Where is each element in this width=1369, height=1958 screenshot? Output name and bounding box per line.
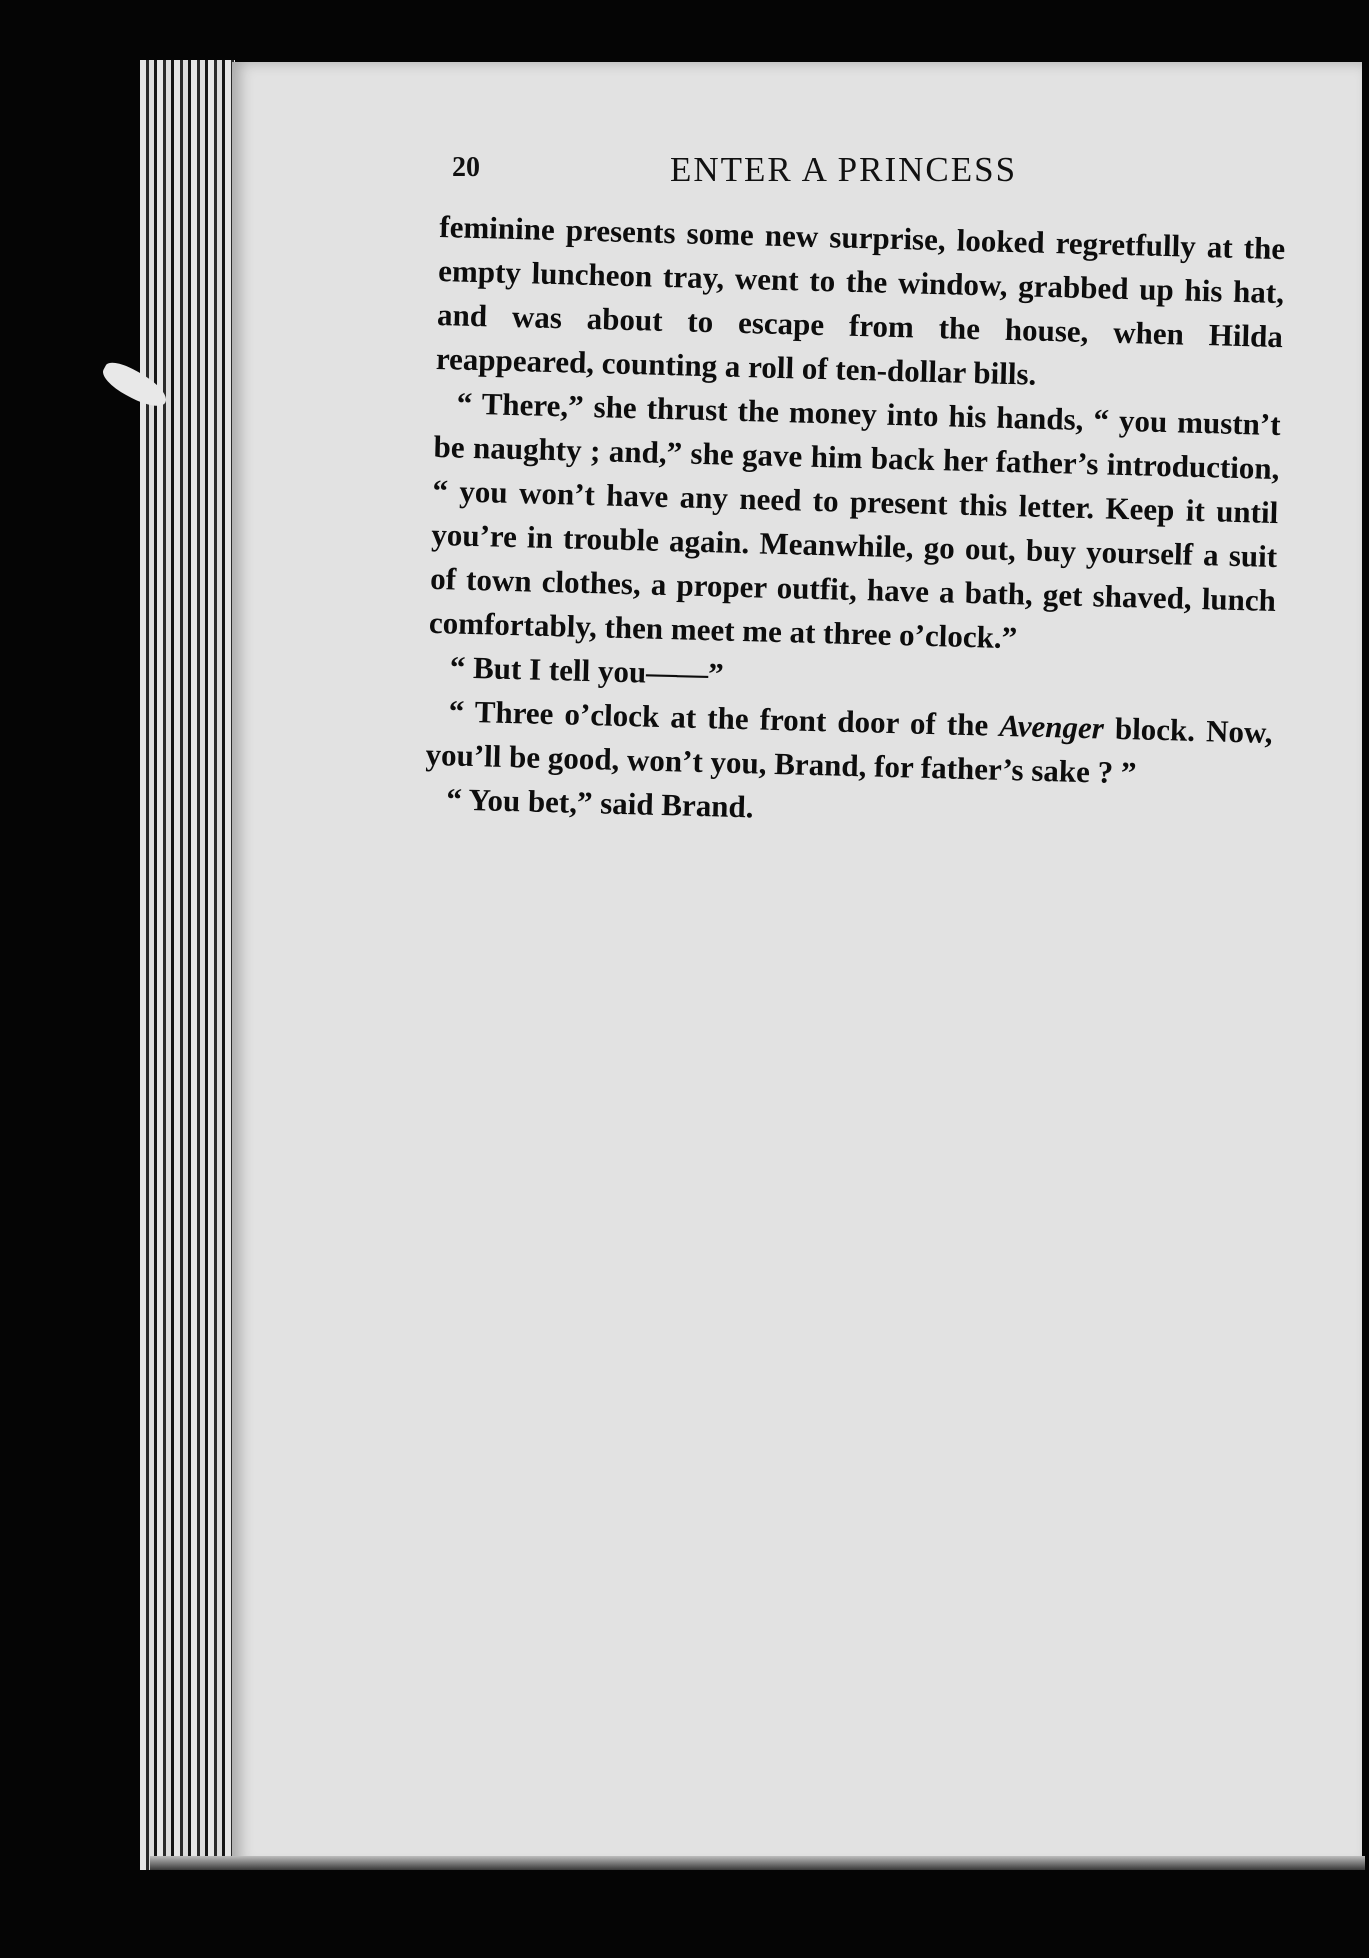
italic-title: Avenger	[998, 707, 1105, 746]
paragraph: feminine presents some new surprise, looked regretfully at the empty luncheon tray, went to the window, grabbed up his hat, and was about to escape from the house, when Hilda reappeared, counting a roll of ten-dollar bills.	[435, 208, 1286, 392]
paragraph-text: block. Now, you’ll be good, won’t you, Brand, for father’s sake ? ”	[425, 710, 1273, 791]
paragraph-text: “ Three o’clock at the front door of the	[448, 693, 1000, 743]
paragraph: “ There,” she thrust the money into his hands, “ you mustn’t be naughty ; and,” she gave him back her father’s introduction, “ you won’t have any need to present this letter. Keep it until you’re in trouble again. Meanwhile, go out, buy yourself a suit of town clothes, a proper outfit, have a bath, get shaved, lunch comfortably, then meet me at three o’clock.”	[428, 385, 1281, 656]
paragraph: “ But I tell you——”	[449, 649, 725, 692]
page-header	[452, 150, 1072, 190]
paragraph: “ You bet,” said Brand.	[445, 781, 755, 825]
page-bottom-edge	[150, 1856, 1365, 1870]
page-edge-stack	[140, 60, 235, 1870]
running-head: ENTER A PRINCESS	[670, 150, 1018, 189]
body-text	[424, 205, 1286, 843]
page-number: 20	[452, 152, 480, 183]
